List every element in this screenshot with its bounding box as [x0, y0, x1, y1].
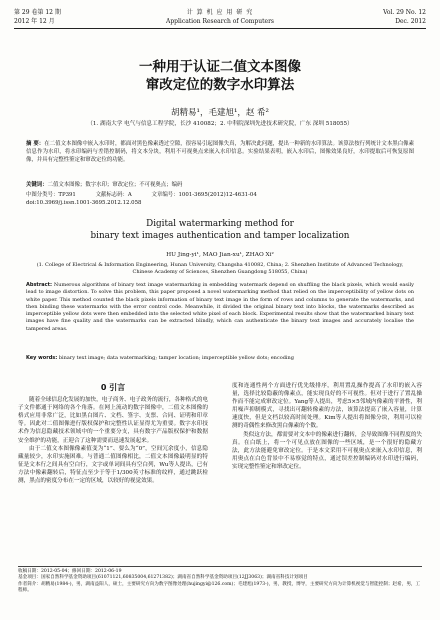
body-column-left [18, 382, 208, 485]
doi: doi:10.3969/j.issn.1001-3695.2012.12.058 [26, 200, 142, 206]
clc-number: 中图分类号：TP391 [26, 192, 76, 198]
footnotes [18, 566, 422, 595]
header-journal-en: Application Research of Computers [165, 18, 275, 25]
intro-paragraph-3: 度和连通性两个方面进行优先级排序，利用置乱操作提高了水印的嵌入容量，选择比较隐蔽的像素点，能实现良好的不可视性。但对于进行了置乱操作而不能完成窜改定位。Yang等人提出，考虑5×5邻域内像素的平滑性，利用噪声抑制模式，寻找出可翻转像素的方法，该算法提高了嵌入容量，计算速度快，但是文档以较高时间处理。Kim等人提出将图像分块，利用可以检测的奇偶性来修改黑白像素的个数。 [232, 383, 422, 430]
abstract-en [26, 282, 414, 333]
header-journal-cn: 计 算 机 应 用 研 究 [186, 9, 254, 16]
intro-paragraph-2: 由于二值文本图像像素值变为“1”、要么为“0”，空间冗余度小，信息隐藏量较少，水印实施困难。与普通二值图像相比，二值文本图像最明显的特征是文本行之间具有空白行，文字或单词间具有空白列，Wu等人提出，已有方法中像素翻转后，特征点至少于等于1/300英寸标准的纹样，通过跳跃检测，黑点的密度分布在一定的区域，以较好的视觉效果。 [18, 445, 208, 485]
header-date-cn: 2012 年 12 月 [14, 18, 55, 25]
title-cn-line2: 窜改定位的数字水印算法 [145, 77, 295, 93]
header-volume: 第 29 卷第 12 期 [14, 9, 61, 16]
abstract-en-label: Abstract: [26, 282, 53, 288]
title-en-line2: binary text images authentication and tamper localization [90, 231, 350, 241]
affiliation-en: (1. College of Electrical & Information Engineering, Hunan University, Changsha 410082, China; 2. Shenzhen Institute of Advanced Technology, Chinese Academy of Sciences, Shenzhen Guangdong 518055, China) [36, 262, 404, 275]
footnote-fund: 基金项目：国家自然科学基金资助项目(61071121,60835004,61271382)；湖南省自然科学基金资助项目(12JJ3063)；湖南省科技计划项目 [18, 575, 308, 581]
title-cn-line1: 一种用于认证二值文本图像 [139, 59, 301, 75]
authors-cn: 胡精易¹，毛建旭¹，赵 希² [171, 108, 269, 118]
article-number: 文章编号：1001-3695(2012)12-4631-04 [151, 192, 257, 198]
footnote-bio: 作者简介：胡精易(1984-)，男，湖南益阳人，硕士，主要研究方向为数字图像处理(hujingyi@126.com)；毛建旭(1973-)，男，教授，博导，主要研究方向为计算机视觉与智能控制；赵希，男，工程师。 [18, 581, 421, 594]
body-column-right [232, 382, 422, 471]
keywords-cn-label: 关键词： [26, 182, 48, 188]
keywords-en-label: Key words: [26, 355, 58, 361]
header-volume-en [383, 8, 426, 26]
header-journal-issue [14, 8, 61, 26]
authors-en: HU Jing-yi¹, MAO Jian-xu¹, ZHAO Xi² [166, 252, 274, 258]
running-header [14, 6, 426, 29]
title-en-line1: Digital watermarking method for [146, 219, 294, 229]
paper-title-en [20, 218, 420, 242]
header-date-en: Dec. 2012 [395, 18, 426, 25]
abstract-cn-label: 摘 要： [26, 141, 45, 147]
affiliation-cn: （1. 湖南大学 电气与信息工程学院，长沙 410082；2. 中科院深圳先进技术研究院，广东 深圳 518055） [87, 121, 353, 127]
keywords-en [26, 355, 414, 362]
document-code: 文献标志码：A [95, 192, 132, 198]
section-heading-introduction: 0 引言 [100, 383, 126, 392]
abstract-en-text: Numerous algorithms of binary text image watermarking in embedding watermark depend on shuffling the black pixels, which would easily lead to image distortion. To solve this problem, this paper proposed a novel watermarking method that relied on the imperceptibility of yellow dots on white paper. This method counted the black pixels information of binary text image in the form of rows and columns to generate the watermarks, and then binding these watermarks with the error control code. Meanwhile, it divided the original binary text into blocks, the watermarks described as imperceptible yellow dots were then embedded into the selected white pixel of each block. Experimental results show that the watermarked binary text images have fine quality and the watermarks can be extracted blindly, which can authenticate the binary text images and accurately localise the tampered areas. [26, 282, 414, 332]
abstract-cn-text: 在二值文本图像中嵌入水印时，都面对黑色像素透过空隙，很容易引起图像失真，为解决此问题，提出一种新的水印算法。该算法按行列统计文本黑白像素信息作为水印，将水印编码与差错控制码，将文本分块，利用不可视奥点来嵌入水印信息。实验结果表明，嵌入水印后，图像效果良好，水印提取后可恢复原图像，并具有完整性鉴定和窜改定位的功能。 [26, 141, 414, 164]
keywords-cn [26, 180, 414, 188]
intro-paragraph-4: 类似这方法，都需要对文本中的像素进行翻转，会导致图像不同程度的失真。在白纸上，将一个可见点放在图像的一些区域，是一个很好的隐藏方法，此方法能避免窜改定位。于是本文采用不可视奥点来嵌入水印信息，利用奥点在白色背景中不易察觉的特点，通过误差控制编码对水印进行编码，实现完整性鉴定和窜改定位。 [232, 431, 423, 470]
classification-row [26, 190, 414, 198]
intro-paragraph-1: 随着全球信息化发展的加快，电子商务、电子政务的流行，各种格式的电子文件都通于网络的各个角落。在网上流动的数字图像中，二值文本图像的格式应用非常广泛，比如黑白图片、文档、签字、支票、合同、证明和印章等。因此对二值图像进行版权保护和完整性认证显得尤为重要。数字水印技术作为信息隐藏技术领域中的一个重要分支，具有数字产品版权保护和数据安全维护的功能，正迎合了这种需要而迅速发展起来。 [18, 397, 209, 444]
keywords-en-text: binary text image; data watermarking; tamper location; imperceptible yellow dots; encoding [58, 355, 294, 361]
header-vol-no: Vol. 29 No. 12 [383, 9, 426, 16]
paper-title-cn [20, 58, 420, 94]
footnote-received: 收稿日期：2012-05-04；修回日期：2012-06-19 [18, 569, 122, 574]
keywords-cn-text: 二值文本图像；数字水印；窜改定位；不可视奥点；编码 [47, 182, 183, 188]
header-journal-name [134, 8, 306, 26]
abstract-cn [26, 140, 414, 164]
